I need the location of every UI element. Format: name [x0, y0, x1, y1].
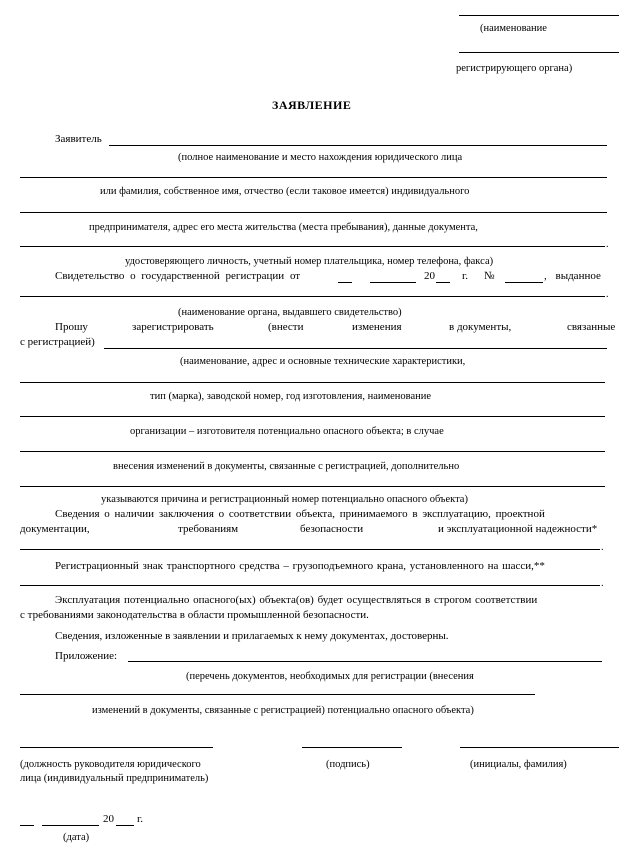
- authority-hint-1: (наименование: [480, 23, 547, 34]
- applicant-hint-3: предпринимателя, адрес его места жительства (места пребывания), данные документа,: [89, 222, 478, 233]
- request-word-5: в документы,: [449, 321, 512, 333]
- conclusion-word-1: документации,: [20, 523, 90, 535]
- date-month-blank[interactable]: [42, 825, 99, 826]
- certificate-issued: , выданное: [544, 270, 601, 282]
- operation-line-1: Эксплуатация потенциально опасного(ых) объекта(ов) будет осуществляться в строгом соответствии: [55, 594, 538, 606]
- certificate-hint: (наименование органа, выдавшего свидетельство): [178, 307, 402, 318]
- applicant-blank-3[interactable]: [20, 212, 607, 213]
- conclusion-line-1: Сведения о наличии заключения о соответствии объекта, принимаемого в эксплуатацию, проектной: [55, 508, 545, 520]
- request-word-2: зарегистрировать: [132, 321, 214, 333]
- signature-blank[interactable]: [302, 747, 402, 748]
- attachment-blank-1[interactable]: [128, 661, 602, 662]
- certificate-day-blank[interactable]: [338, 282, 352, 283]
- document-title: ЗАЯВЛЕНИЕ: [272, 98, 352, 112]
- object-hint-5: указываются причина и регистрационный номер потенциально опасного объекта): [101, 494, 468, 505]
- certificate-year-blank[interactable]: [436, 282, 450, 283]
- registration-plate-text: Регистрационный знак транспортного средства – грузоподъемного крана, установленного на шасси,**: [55, 560, 545, 572]
- registration-plate-blank[interactable]: [20, 585, 600, 586]
- certificate-issuer-blank[interactable]: [20, 296, 605, 297]
- date-day-blank[interactable]: [20, 825, 34, 826]
- request-word-6: связанные: [567, 321, 616, 333]
- object-hint-3: организации – изготовителя потенциально опасного объекта; в случае: [130, 426, 444, 437]
- position-hint-1: (должность руководителя юридического: [20, 759, 201, 770]
- object-blank-5[interactable]: [20, 486, 605, 487]
- date-year-blank[interactable]: [116, 825, 134, 826]
- accuracy-statement: Сведения, изложенные в заявлении и прилагаемых к нему документах, достоверны.: [55, 630, 449, 642]
- object-blank-2[interactable]: [20, 382, 605, 383]
- conclusion-word-2: требованиям: [178, 523, 239, 535]
- authority-blank-2[interactable]: [459, 52, 619, 53]
- attachment-hint-1: (перечень документов, необходимых для регистрации (внесения: [186, 671, 474, 682]
- initials-blank[interactable]: [460, 747, 619, 748]
- conclusion-blank[interactable]: [20, 549, 600, 550]
- certificate-month-blank[interactable]: [370, 282, 416, 283]
- certificate-year-prefix: 20: [424, 270, 435, 282]
- request-word-1: Прошу: [55, 321, 88, 333]
- request-word-4: изменения: [352, 321, 402, 333]
- applicant-blank-1[interactable]: [109, 145, 607, 146]
- date-hint: (дата): [63, 832, 90, 843]
- date-year-prefix: 20: [103, 813, 114, 825]
- applicant-blank-2[interactable]: [20, 177, 607, 178]
- object-blank-4[interactable]: [20, 451, 605, 452]
- request-line-2: с регистрацией): [20, 336, 95, 348]
- applicant-label: Заявитель: [55, 133, 102, 145]
- position-hint-2: лица (индивидуальный предприниматель): [20, 773, 209, 784]
- request-word-3: (внести: [268, 321, 304, 333]
- certificate-number-blank[interactable]: [505, 282, 543, 283]
- operation-line-2: с требованиями законодательства в области промышленной безопасности.: [20, 609, 369, 621]
- object-blank-3[interactable]: [20, 416, 605, 417]
- authority-blank-1[interactable]: [459, 15, 619, 16]
- conclusion-word-4: и эксплуатационной надежности*: [438, 523, 598, 535]
- applicant-hint-1: (полное наименование и место нахождения юридического лица: [178, 152, 463, 163]
- date-year-suffix: г.: [137, 813, 144, 825]
- object-blank-1[interactable]: [104, 348, 607, 349]
- conclusion-word-3: безопасности: [300, 523, 364, 535]
- initials-hint: (инициалы, фамилия): [470, 759, 567, 770]
- number-sign: №: [484, 270, 495, 282]
- attachment-blank-2[interactable]: [20, 694, 535, 695]
- object-hint-2: тип (марка), заводской номер, год изготовления, наименование: [150, 391, 432, 402]
- applicant-hint-4: удостоверяющего личность, учетный номер плательщика, номер телефона, факса): [125, 256, 494, 267]
- applicant-blank-4[interactable]: [20, 246, 605, 247]
- attachment-hint-2: изменений в документы, связанные с регистрацией) потенциально опасного объекта): [92, 705, 474, 716]
- authority-hint-2: регистрирующего органа): [456, 63, 573, 74]
- applicant-hint-2: или фамилия, собственное имя, отчество (если таковое имеется) индивидуального: [100, 186, 470, 197]
- signature-hint: (подпись): [326, 759, 370, 770]
- certificate-label: Свидетельство о государственной регистрации от: [55, 270, 301, 282]
- certificate-year-suffix: г.: [462, 270, 469, 282]
- object-hint-4: внесения изменений в документы, связанные с регистрацией, дополнительно: [113, 461, 460, 472]
- attachment-label: Приложение:: [55, 650, 118, 662]
- object-hint-1: (наименование, адрес и основные технические характеристики,: [180, 356, 466, 367]
- position-blank[interactable]: [20, 747, 213, 748]
